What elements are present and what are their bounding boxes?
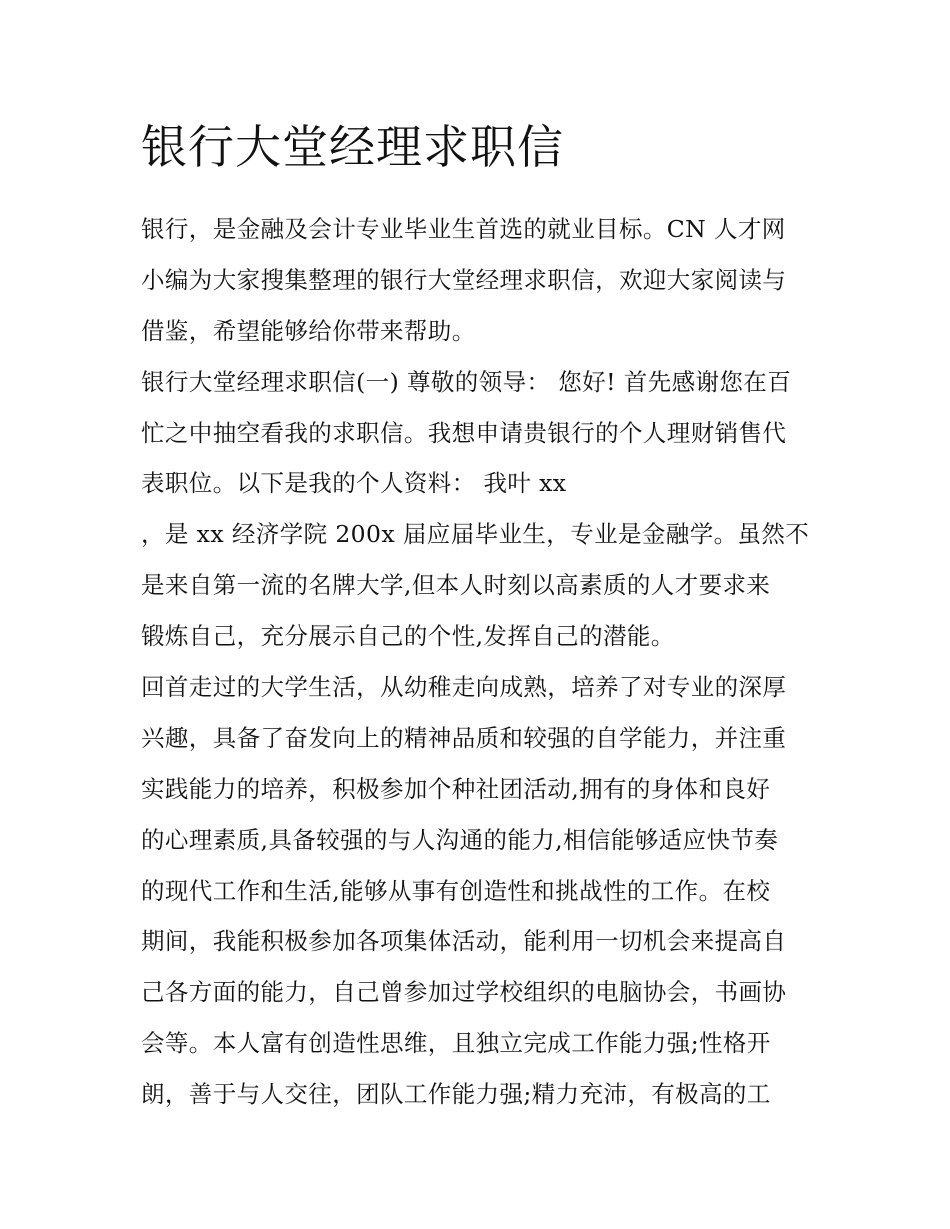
text-line: 朗，善于与人交往，团队工作能力强;精力充沛，有极高的工 (141, 1080, 771, 1109)
text-line: 小编为大家搜集整理的银行大堂经理求职信，欢迎大家阅读与 (141, 265, 787, 294)
text-line: 银行，是金融及会计专业毕业生首选的就业目标。CN 人才网 (141, 215, 786, 243)
text-line: ，是 xx 经济学院 200x 届应届毕业生，专业是金融学。虽然不 (141, 520, 810, 549)
document-page (141, 112, 821, 1120)
text-line: 忙之中抽空看我的求职信。我想申请贵银行的个人理财销售代 (141, 418, 787, 447)
document-title: 银行大堂经理求职信 (141, 120, 564, 174)
text-line: 实践能力的培养，积极参加个种社团活动,拥有的身体和良好 (141, 774, 771, 803)
text-line: 的心理素质,具备较强的与人沟通的能力,相信能够适应快节奏 (141, 825, 779, 854)
document-body (141, 204, 821, 1120)
text-line: 己各方面的能力，自己曾参加过学校组织的电脑协会，书画协 (141, 978, 787, 1007)
text-line: 回首走过的大学生活，从幼稚走向成熟，培养了对专业的深厚 (141, 673, 787, 702)
text-line: 兴趣，具备了奋发向上的精神品质和较强的自学能力，并注重 (141, 723, 787, 752)
text-line: 期间，我能积极参加各项集体活动，能利用一切机会来提高自 (141, 927, 787, 956)
text-line: 银行大堂经理求职信(一) 尊敬的领导： 您好! 首先感谢您在百 (141, 367, 792, 396)
text-line: 表职位。以下是我的个人资料： 我叶 xx (141, 469, 567, 498)
text-line: 是来自第一流的名牌大学,但本人时刻以高素质的人才要求来 (141, 571, 771, 600)
text-line: 的现代工作和生活,能够从事有创造性和挑战性的工作。在校 (141, 876, 771, 905)
text-line: 会等。本人富有创造性思维，且独立完成工作能力强;性格开 (141, 1029, 771, 1058)
text-line: 借鉴，希望能够给你带来帮助。 (141, 316, 476, 345)
text-line: 锻炼自己，充分展示自己的个性,发挥自己的潜能。 (141, 622, 675, 651)
